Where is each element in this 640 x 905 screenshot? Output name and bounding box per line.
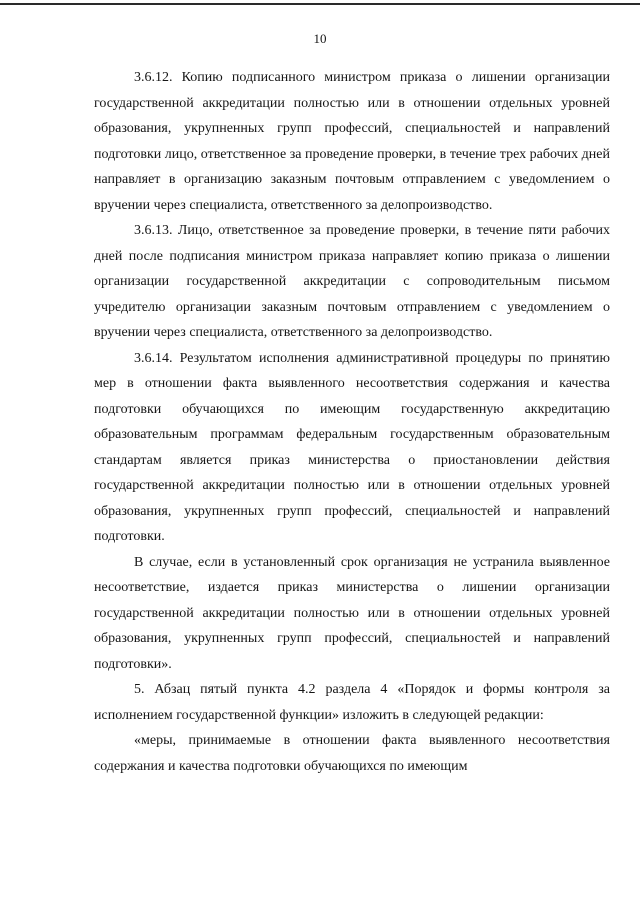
top-border-line: [0, 3, 640, 5]
page-number: 10: [313, 31, 327, 46]
paragraph-3-6-14: 3.6.14. Результатом исполнения административной процедуры по принятию мер в отношении факта выявленного несоответствия содержания и качества подготовки обучающихся по имеющим государственную аккредитацию образовательным программам федеральным государственным образовательным стандартам является приказ министерства о приостановлении действия государственной аккредитации полностью или в отношении отдельных уровней образования, укрупненных групп профессий, специальностей и направлений подготовки.: [94, 350, 610, 544]
paragraph-3-6-13: 3.6.13. Лицо, ответственное за проведение проверки, в течение пяти рабочих дней после подписания министром приказа направляет копию приказа о лишении организации государственной аккредитации с сопроводительным письмом учредителю организации заказным почтовым отправлением с уведомлением о вручении через специалиста, ответственного за делопроизводство.: [94, 223, 610, 340]
paragraph-item-5: 5. Абзац пятый пункта 4.2 раздела 4 «Порядок и формы контроля за исполнением государственной функции» изложить в следующей редакции:: [94, 682, 610, 723]
paragraph-deprivation-case: В случае, если в установленный срок организация не устранила выявленное несоответствие, издается приказ министерства о лишении организации государственной аккредитации полностью или в отношении отдельных уровней образования, укрупненных групп профессий, специальностей и направлений подготовки».: [94, 554, 610, 672]
document-body: [94, 65, 610, 779]
paragraph-new-wording: «меры, принимаемые в отношении факта выявленного несоответствия содержания и качества подготовки обучающихся по имеющим: [94, 733, 610, 774]
paragraph-3-6-12: 3.6.12. Копию подписанного министром приказа о лишении организации государственной аккредитации полностью или в отношении отдельных уровней образования, укрупненных групп профессий, специальностей и направлений подготовки лицо, ответственное за проведение проверки, в течение трех рабочих дней направляет в организацию заказным почтовым отправлением с уведомлением о вручении через специалиста, ответственного за делопроизводство.: [94, 70, 610, 213]
